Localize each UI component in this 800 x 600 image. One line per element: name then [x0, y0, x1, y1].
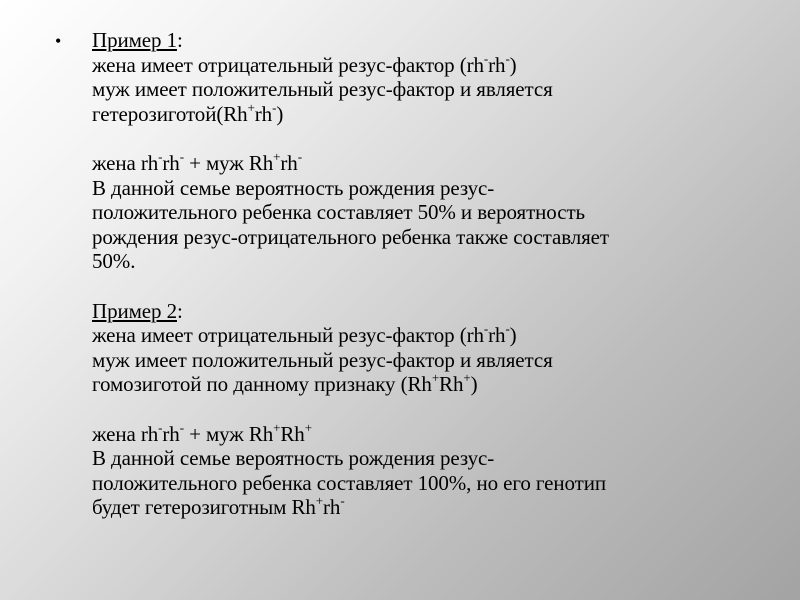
example1-cross-line: жена rh-rh- + муж Rh+rh- — [92, 148, 302, 175]
example2-cross-line: жена rh-rh- + муж Rh+Rh+ — [92, 419, 312, 446]
example1-wife-line: жена имеет отрицательный резус-фактор (rh-rh-) — [92, 50, 517, 77]
example2-last-line: будет гетерозиготным Rh+rh- — [92, 493, 345, 520]
slide-text-body — [92, 28, 782, 520]
example2-wife-line: жена имеет отрицательный резус-фактор (rh-rh-) — [92, 321, 517, 348]
example1-text-line: 50%. — [92, 249, 136, 274]
example1-heading-line: Пример 1: — [92, 28, 183, 52]
example1-heading: Пример 1 — [92, 28, 177, 52]
example1-husband-line: муж имеет положительный резус-фактор и является — [92, 77, 553, 102]
example2-husband-genotype-line: гомозиготой по данному признаку (Rh+Rh+) — [92, 370, 478, 397]
example1-text-line: рождения резус-отрицательного ребенка также составляет — [92, 224, 609, 249]
example2-husband-line: муж имеет положительный резус-фактор и является — [92, 347, 553, 372]
example2-heading: Пример 2 — [92, 298, 177, 323]
example1-husband-genotype-line: гетерозиготой(Rh+rh-) — [92, 99, 284, 126]
example2-heading-line: Пример 2: — [92, 298, 183, 323]
example1-text-line: В данной семье вероятность рождения резус- — [92, 175, 495, 200]
example2-text-line: положительного ребенка составляет 100%, но его генотип — [92, 470, 607, 495]
bullet-point: • — [55, 31, 62, 51]
example1-text-line: положительного ребенка составляет 50% и вероятность — [92, 200, 586, 225]
example2-text-line: В данной семье вероятность рождения резус- — [92, 446, 495, 471]
